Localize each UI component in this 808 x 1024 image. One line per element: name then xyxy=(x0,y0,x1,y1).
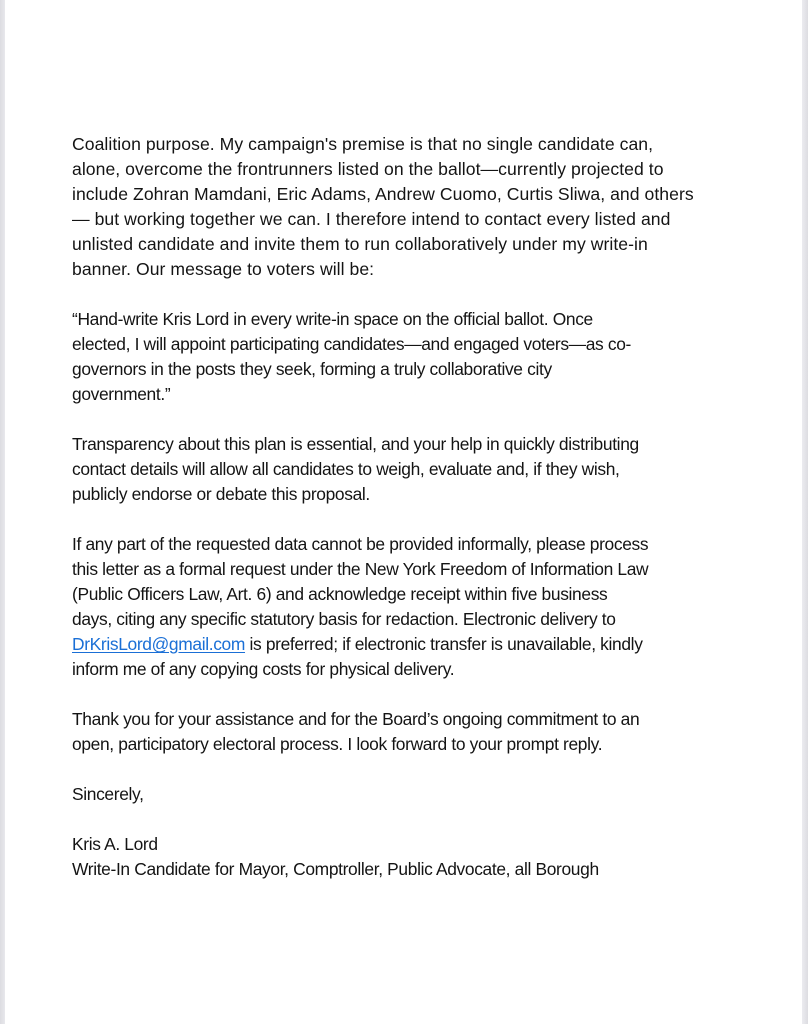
paragraph-spacer xyxy=(72,682,732,707)
paragraph-spacer xyxy=(72,757,732,782)
email-link[interactable]: DrKrisLord@gmail.com xyxy=(72,634,246,654)
text-line: banner. Our message to voters will be: xyxy=(72,259,375,279)
text-line: contact details will allow all candidates to weigh, evaluate and, if they wish, xyxy=(72,459,620,479)
paragraph-spacer xyxy=(72,407,732,432)
closing xyxy=(72,782,732,807)
text-line: — but working together we can. I therefore intend to contact every listed and xyxy=(72,209,671,229)
text-line: days, citing any specific statutory basis for redaction. Electronic delivery to xyxy=(72,609,616,629)
text-line: this letter as a formal request under the New York Freedom of Information Law xyxy=(72,559,649,579)
text-line: Coalition purpose. My campaign's premise is that no single candidate can, xyxy=(72,134,654,154)
signature-block xyxy=(72,832,732,882)
text-line-with-email xyxy=(72,632,732,657)
text-line: alone, overcome the frontrunners listed on the ballot—currently projected to xyxy=(72,159,664,179)
text-line: elected, I will appoint participating candidates—and engaged voters—as co- xyxy=(72,334,631,354)
paragraph-transparency xyxy=(72,432,732,507)
text-line: Transparency about this plan is essential, and your help in quickly distributing xyxy=(72,434,639,454)
paragraph-coalition-purpose xyxy=(72,132,732,282)
text-line: If any part of the requested data cannot be provided informally, please process xyxy=(72,534,649,554)
text-line: inform me of any copying costs for physical delivery. xyxy=(72,659,455,679)
paragraph-voter-message-quote xyxy=(72,307,732,407)
paragraph-foil-request xyxy=(72,532,732,682)
paragraph-spacer xyxy=(72,807,732,832)
paragraph-thank-you xyxy=(72,707,732,757)
signature-name: Kris A. Lord xyxy=(72,834,158,854)
closing-text: Sincerely, xyxy=(72,784,144,804)
letter-body xyxy=(72,132,732,882)
text-line: open, participatory electoral process. I look forward to your prompt reply. xyxy=(72,734,603,754)
text-line: include Zohran Mamdani, Eric Adams, Andrew Cuomo, Curtis Sliwa, and others xyxy=(72,184,694,204)
text-line: governors in the posts they seek, forming a truly collaborative city xyxy=(72,359,552,379)
paragraph-spacer xyxy=(72,507,732,532)
text-line: publicly endorse or debate this proposal. xyxy=(72,484,370,504)
paragraph-spacer xyxy=(72,282,732,307)
email-line-text: is preferred; if electronic transfer is unavailable, kindly xyxy=(245,634,643,654)
text-line: unlisted candidate and invite them to run collaboratively under my write-in xyxy=(72,234,648,254)
text-line: Thank you for your assistance and for the Board’s ongoing commitment to an xyxy=(72,709,640,729)
text-line: (Public Officers Law, Art. 6) and acknowledge receipt within five business xyxy=(72,584,608,604)
page-edge-right xyxy=(802,0,808,1024)
text-line: “Hand-write Kris Lord in every write-in space on the official ballot. Once xyxy=(72,309,593,329)
signature-title: Write-In Candidate for Mayor, Comptroller, Public Advocate, all Borough xyxy=(72,859,599,879)
text-line: government.” xyxy=(72,384,171,404)
